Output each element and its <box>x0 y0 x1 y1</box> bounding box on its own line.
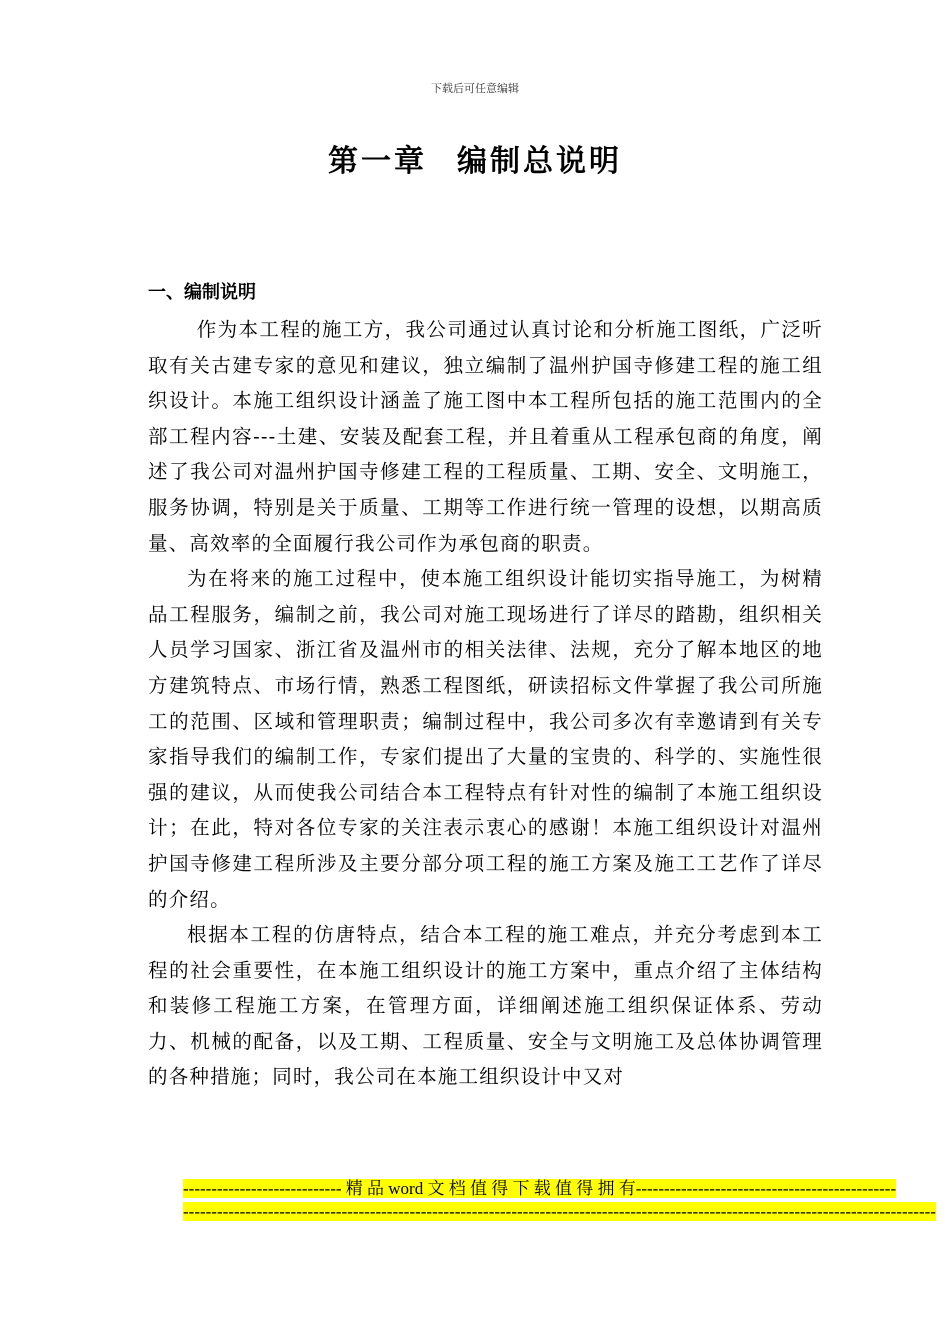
footer-line-1: ---------------------------- 精 品 word 文 档 值 得 下 载 值 得 拥 有---------------------------------------------- <box>183 1179 897 1198</box>
chapter-number: 第一章 <box>328 144 427 179</box>
section-heading: 一、编制说明 <box>148 282 256 303</box>
chapter-title <box>0 136 950 180</box>
paragraph-1: 作为本工程的施工方，我公司通过认真讨论和分析施工图纸，广泛听取有关古建专家的意见和建议，独立编制了温州护国寺修建工程的施工组织设计。本施工组织设计涵盖了施工图中本工程所包括的施工范围内的全部工程内容---土建、安装及配套工程，并且着重从工程承包商的角度，阐述了我公司对温州护国寺修建工程的工程质量、工期、安全、文明施工，服务协调，特别是关于质量、工期等工作进行统一管理的设想，以期高质量、高效率的全面履行我公司作为承包商的职责。 <box>148 318 823 555</box>
body-text <box>148 312 823 1095</box>
footer-line-2: ------------------------------------------------------------------------------------------------------------------------------------- <box>183 1202 936 1221</box>
watermark-footer <box>183 1177 936 1223</box>
chapter-name: 编制总说明 <box>457 144 622 179</box>
page-header: 下载后可任意编辑 <box>431 82 519 95</box>
paragraph-2: 为在将来的施工过程中，使本施工组织设计能切实指导施工，为树精品工程服务，编制之前，我公司对施工现场进行了详尽的踏勘，组织相关人员学习国家、浙江省及温州市的相关法律、法规，充分了解本地区的地方建筑特点、市场行情，熟悉工程图纸，研读招标文件掌握了我公司所施工的范围、区域和管理职责；编制过程中，我公司多次有幸邀请到有关专家指导我们的编制工作，专家们提出了大量的宝贵的、科学的、实施性很强的建议，从而使我公司结合本工程特点有针对性的编制了本施工组织设计；在此，特对各位专家的关注表示衷心的感谢！本施工组织设计对温州护国寺修建工程所涉及主要分部分项工程的施工方案及施工工艺作了详尽的介绍。 <box>148 567 823 911</box>
paragraph-3: 根据本工程的仿唐特点，结合本工程的施工难点，并充分考虑到本工程的社会重要性，在本施工组织设计的施工方案中，重点介绍了主体结构和装修工程施工方案，在管理方面，详细阐述施工组织保证体系、劳动力、机械的配备，以及工期、工程质量、安全与文明施工及总体协调管理的各种措施；同时，我公司在本施工组织设计中又对 <box>148 923 823 1089</box>
